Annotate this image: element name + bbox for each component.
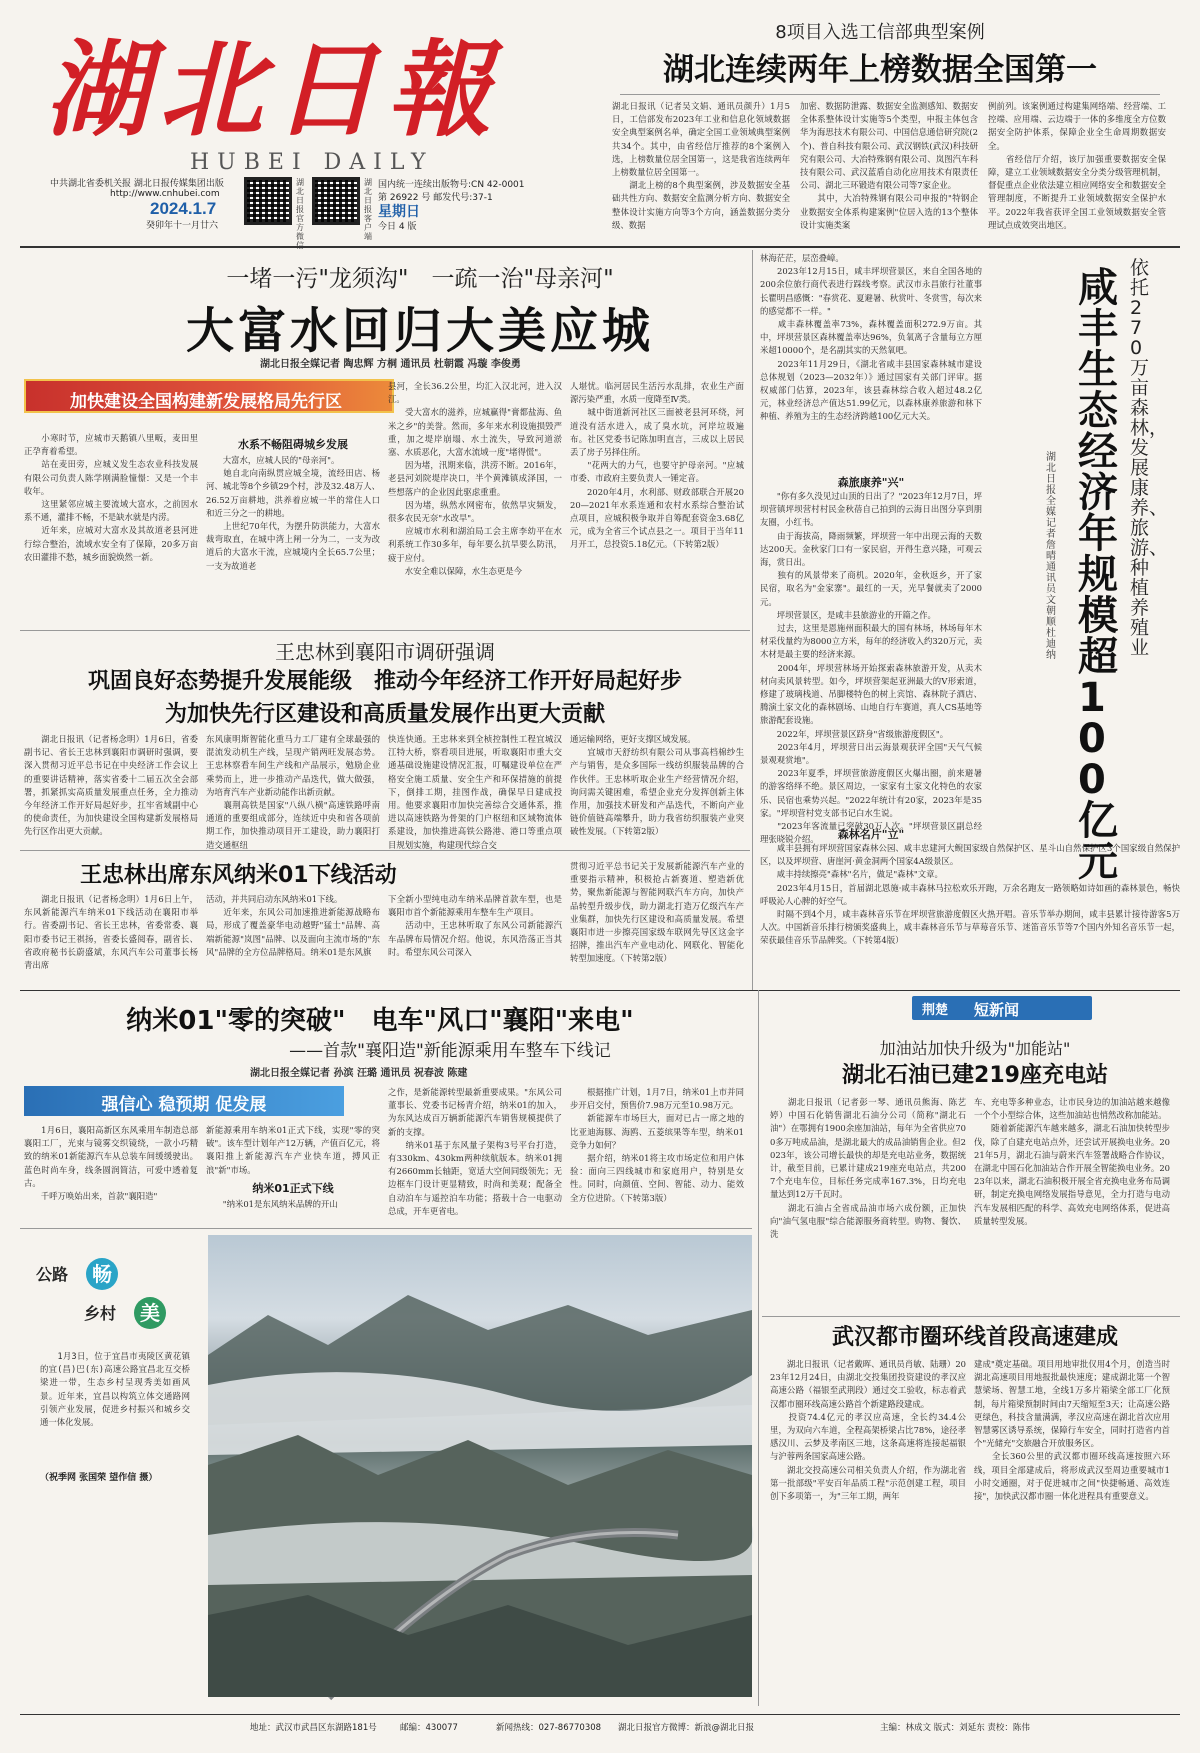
divider [20,630,750,631]
landscape-photo[interactable] [208,1235,752,1697]
divider [752,250,753,990]
divider [20,990,1180,991]
masthead-org: 中共湖北省委机关报 湖北日报传媒集团出版 [50,179,224,189]
lead-byline: 湖北日报全媒记者 陶忠辉 方桐 通讯员 杜朝霞 冯璇 李俊勇 [260,359,521,370]
nano-col4: 根据推广计划，1月7日，纳米01上市并同步开启交付，预售价7.98万元至10.98万元。 新能源车市场巨大，面对已占一席之地的比亚迪海豚、海鸥、五菱缤果等车型，纳米01竞争力如何？ 据介绍，纳米01将主攻市场定位和用户体验：面向三四线城市和家庭用户，特别是女性。同时，向颜值、空间、智能、动力、能效全方位进阶。（下转第3版） [570,1087,744,1203]
masthead-title: 湖北日報 [45,28,502,151]
ring-col2: 建成"奠定基础。项目用地审批仅用4个月，创造当时湖北高速项目用地报批最快速度；建成湖北第一个智慧梁场、智慧工地，全线1万多片箱梁全部工厂化预制，每片箱梁预制时间由7天缩短至3天；让高速公路更绿色，科技含量满满，孝汉应高速在湖北首次应用智慧雾区诱导系统，保障行车安全，同时打造省内首个"光储充"交旅融合开放服务区。 全长360公里的武汉都市圈环线高速按照六环线，项目全部建成后，将形成武汉至周边重要城市1小时交通圈，对于促进城市之间"快捷畅通、高效连接"，加快武汉都市圈一体化进程具有重要意义。 [974,1359,1170,1502]
qr-code-wechat[interactable] [244,177,292,225]
nano-col2b: "纳米01是东风纳米品牌的开山 [206,1199,338,1209]
lead-kicker: 一堵一污"龙须沟" 一疏一治"母亲河" [226,266,614,292]
lead-col2: 大富水，应城人民的"母亲河"。 她自北向南纵贯应城全境，流经田店、杨河、城北等8个乡镇29个村，涉及32.48万人、26.52万亩耕地，洪养着应城一半的常住人口和近三分之一的耕地。 上世纪70年代，为摆升防洪能力，大富水裁弯取直，在城中湾上闸一分为二，一支为改道后的大富水干流，应城境内全长65.7公里；一支为故道老 [206,455,380,571]
masthead-issue: 第 26922 号 邮发代号:37-1 [378,193,493,203]
wang2-headline[interactable]: 王忠林出席东风纳米01下线活动 [80,863,397,888]
wang1-col4: 通运输网络，更好支撑区域发展。 宜城市天舒纺织有限公司从事高档棉纱生产与销售，是众多国际一线纺织服装品牌的合作伙伴。王忠林听取企业生产经营情况介绍，询问需关键困难，希望企业充分发挥创新主体作用，加强技术研发和产品迭代，不断向产业链价值链高端攀升，助力我省纺织服装产业突破性发展。（下转第2版） [570,734,744,837]
short-col2: 车、充电等多种业态，让市民身边的加油站越来越像一个个小型综合体，这些加油站也悄然改称加能站。 随着新能源汽车越来越多，湖北石油加快转型步伐，除了自建充电站点外，还尝试开展换电业务。2021年5月，湖北石油与蔚来汽车签署战略合作协议，在湖北中国石化加油站合作开展全智能换电业务。2023年以来，湖北石油积极开展全省充换电业务布局调研，制定充换电网络发展指导意见，全力打造与电动汽车发展相匹配的科学、高效充电网络体系，促进高质量转型发展。 [974,1097,1170,1226]
masthead [40,30,640,200]
photo-tag-road-text: 公路 [36,1265,69,1284]
top-story-headline[interactable]: 湖北连续两年上榜数据全国第一 [663,52,1097,88]
photo-tag-road [36,1258,176,1288]
lead-col1: 小寒时节，应城市天鹅镇八里畈，麦田里正孕育着希望。 站在麦田旁，应城义发生态农业科技发展有限公司负责人陈学刚满脸憧憬：又是一个丰收年。 这里紧邻应城主要流域大富水，之前因水系不通，灌排不畅，不是缺水就是内涝。 近年来，应城对大富水及其故道老县河进行综合整治，流域水安全有了保障，20多万亩农田灌排不愁，城乡面貌焕然一新。 [24,433,198,562]
xianfeng-kicker: 依托270万亩森林，发展康养、旅游、种植养殖业 [1130,257,1169,659]
divider [758,990,759,1706]
top-story-col1: 湖北日报讯（记者吴文娟、通讯员颜升）1月5日，工信部发布2023年工业和信息化领域数据安全典型案例名单，确定全国工业领域典型案例共34个。其中，由省经信厅推荐的8个案例入选，上榜数量位居全国第一，这是我省连续两年上榜数量位居全国第一。 湖北上榜的8个典型案例，涉及数据安全基础共性方向、数据安全监测分析方向、数据安全整体设计实施方向等3个方向，涵盖数据分类分级、数据 [612,101,790,230]
photo-tag-village-text: 乡村 [84,1304,117,1323]
footer-editors: 主编：林成文 版式：刘延东 责校：陈伟 [880,1723,1030,1733]
masthead-pages: 今日 4 版 [378,222,417,232]
divider [20,1714,1180,1715]
footer-post: 邮编：430077 [400,1723,458,1733]
footer-tel: 新闻热线：027-86770308 [496,1723,602,1733]
qr-label-app: 湖北日报客户端 [364,178,372,241]
xianfeng-col-a2: "你有多久没见过山顶的日出了？"2023年12月7日，坪坝营镇坪坝营村村民金秋蓓自己拍到的云海日出图分享到朋友圈，小红书。 由于海拔高，降雨频繁，坪坝营一年中出现云海的天数达200天。金秋家门口有一家民宿，开得生意兴隆，可观云海，赏日出。 独有的风景带来了商机。2020年，金秋返乡，开了家民宿，取名为"金家寨"。最红的一天，光早餐就卖了2000元。 坪坝营景区，是咸丰县旅游业的开篇之作。 过去，这里是恩施州面积最大的国有林场，林场每年木材采伐量约为8000立方米，每年的经济收入约320万元，卖木材是最主要的经济来源。 2004年，坪坝营林场开始探索森林旅游开发，从卖木材向卖风景转型。如今，坪坝营架起亚洲最大的V形索道，修建了玻璃栈道、吊脚楼特色的树上宾馆、森林院子酒店、腾演土家文化的森林剧场、山地自行车赛道，真人CS基地等旅游配套设施。 2022年，坪坝营景区跻身"省级旅游度假区"。 2023年4月，坪坝营日出云海景观获评全国"天气气候景观观赏地"。 2023年夏季，坪坝营旅游度假区火爆出圈，前来避暑的游客络绎不绝。景区周边，一家家有土家文化特色的农家乐、民宿也乘势兴起。"2022年统计有20家，2023年是35家。"坪坝营村党支部书记白水生说。 "2023年客流量已突破30万人次。"坪坝营景区副总经理张晓锐介绍。 [760,491,982,845]
top-story-col2: 加密、数据防泄露、数据安全监测感知、数据安全体系整体设计实施等5个类型，申报主体包含华为海思技术有限公司、中国信息通信研究院(2个)、普自科技有限公司、武汉钢铁(武汉)科技研究有限公司、大冶特殊钢有限公司、岚图汽车科技有限公司、武汉蓝盾自动化应用技术有限责任公司、湖北三环锻造有限公司等7家企业。 其中，大冶特殊钢有限公司申报的"特钢企业数据安全体系构建案例"位居入选的13个整体设计实施类案 [800,101,978,230]
xianfeng-subhead-1: 森旅康养"兴" [837,476,905,489]
wang2-col4: 贯彻习近平总书记关于发展新能源汽车产业的重要指示精神，积极抢占新赛道、塑造新优势，聚焦新能源与智能网联汽车方向，加快产品转型升级步伐，助力湖北打造万亿级汽车产业集群，加快先行区建设和高质量发展。希望襄阳市进一步擦亮国家级车联网先导区这金字招牌，推出汽车产业电动化、网联化、智能化转型加速度。（下转第2版） [570,861,744,964]
wang2-col1: 湖北日报讯（记者杨念明）1月6日上午，东风新能源汽车纳米01下线活动在襄阳市举行。省委副书记、省长王忠林，省委常委、襄阳市委书记王祺扬，省委长盛阅春，副省长、省政府秘书长蔚盛斌，东风汽车公司董事长杨青出席 [24,894,198,971]
wang1-col2: 东风康明斯智能化重马力工厂建有全球最强的混流发动机生产线，呈现产销两旺发展态势。王忠林察看车间生产线和产品展示，勉励企业乘势而上，进一步推动产品迭代，做大做强，为培育汽车产业新动能作出新贡献。 襄荆高铁是国家"八纵八横"高速铁路呼南通道的重要组成部分，连续近中央和省各项前期工作，加快推动项目开工建设，助力襄阳打造交通枢纽 [206,734,380,850]
qr-code-app[interactable] [312,177,360,225]
nano-col3: 之作，是新能源转型最新重要成果。"东风公司董事长、党委书记杨青介绍，纳米01的加入，为东风达成百万辆新能源汽车销售规模提供了新的支撑。 纳米01基于东风量子架构3号平台打造，有330km、430km两种续航版本。纳米01拥有2660mm长轴距，宽适大空间同级领先；无边框车门设计更显精致，时尚和美观；配备全自动泊车与遥控泊车功能；搭载十合一电驱动总成，开车更省电。 [388,1087,562,1216]
masthead-cn: 国内统一连续出版物号:CN 42-0001 [378,180,525,190]
wang1-col1: 湖北日报讯（记者杨念明）1月6日，省委副书记、省长王忠林到襄阳市调研时强调，要深入贯彻习近平总书记在中央经济工作会议上的重要讲话精神，落实省委十二届五次全会部署，抓紧抓实高质量发展重点任务，全力推动今年经济工作开好局起好步，扛牢省域副中心的使命责任，为加快建设全国构建新发展格局先行区作出更大贡献。 [24,734,198,837]
top-story-col3: 例前列。该案例通过构建集网络端、经营端、工控端、应用端、云边端于一体的多维度全方位数据安全防护体系，保障企业全生命周期数据安全。 省经信厅介绍，该厅加强重要数据安全保障，建立工业领域数据安全分类分级管理机制，督促重点企业依法建立相应网络安全和数据安全管理制度，不断提升工业领域数据安全保护水平。2022年我省获评全国工业领域数据安全管理试点成效突出地区。 [988,101,1166,230]
nano-banner: 强信心 稳预期 促发展 [24,1086,344,1116]
nano-subhead: 纳米01正式下线 [252,1182,334,1195]
wang2-col2: 活动，并共同启动东风纳米01下线。 近年来，东风公司加速推进新能源战略布局，形成了覆盖豪华电动越野"猛士"品牌、高端新能源"岚图"品牌、以及面向主流市场的"东风"品牌的全方位品牌格局。纳米01是东风旗 [206,894,380,957]
wang2-col3: 下全新小型纯电动车纳米品牌首款车型，也是襄阳市首个新能源乘用车整车生产项目。 活动中，王忠林听取了东风公司新能源汽车品牌布局情况介绍。他说，东风浩荡正当其时。希望东风公司深入 [388,894,562,957]
lead-headline[interactable]: 大富水回归大美应城 [185,303,654,359]
short-col1: 湖北日报讯（记者彭一琴、通讯员熊海、陈艺婷）中国石化销售湖北石油分公司（简称"湖北石油"）在鄂拥有1900余座加油站，每年为全省供应700多万吨成品油，是湖北最大的成品油销售企业。但2023年，该公司增长最快的却是充电站业务，数据统计，截至目前，已累计建成219座充电站点，共2007个充电车位，目标任务完成率167.3%，日均充电量达到12万千瓦时。 湖北石油占全省成品油市场六成份额，正加快向"油气氢电服"综合能源服务商转型。购物、餐饮、洗 [770,1097,966,1240]
short-headline[interactable]: 湖北石油已建219座充电站 [842,1063,1108,1088]
xianfeng-subhead-2: 森林名片"立" [837,828,905,841]
short-kicker: 加油站加快升级为"加能站" [879,1039,1071,1058]
masthead-weekday: 星期日 [378,204,420,220]
masthead-date: 2024.1.7 [150,199,217,218]
nano-byline: 湖北日报全媒记者 孙滨 汪璐 通讯员 祝春波 陈建 [250,1068,468,1079]
nano-subtitle: ——首款"襄阳造"新能源乘用车整车下线记 [289,1041,611,1061]
nano-col2: 新能源乘用车纳米01正式下线，实现"零的突破"。该车型计划年产12万辆，产值百亿元，将襄阳推上新能源汽车产业快车道，搏风正浪"新"市场。 [206,1125,380,1175]
top-story-kicker: 8项目入选工信部典型案例 [775,22,985,43]
divider [20,850,750,851]
xianfeng-byline: 湖北日报全媒记者 詹晴 通讯员 文朝顺 杜迪纳 [1046,452,1056,661]
wang1-col3: 快连快通。王忠林来到全桢控制性工程宜城汉江特大桥，察看项目进展，听取襄阳市重大交通基础设施建设情况汇报，叮嘱建设单位在严格安全施工质量、安全生产和环保措施的前提下，倒排工期，挂图作战，确保早日建成投用。他要求襄阳市加快完善综合交通体系，推进以高速铁路为骨架的门户枢纽和区域物流体系建设，加快推进高铁公路港、港口等重点项目规划实施，构建现代综合交 [388,734,562,850]
lead-subhead: 水系不畅阻碍城乡发展 [238,438,348,451]
xianfeng-col-a: 林海茫茫，层峦叠嶂。 2023年12月15日，咸丰坪坝营景区，来自全国各地的200余位旅行商代表进行踩线考察。武汉市永昌旅行社董事长瞿明昌感慨："春赏花、夏避暑、秋赏叶、冬赏雪，每次来的感觉都不一样。" 咸丰森林覆盖率73%，森林覆盖面积272.9万亩。其中，坪坝营景区森林覆盖率达96%，负氧离子含量每立方厘米超10000个，是名副其实的天然氧吧。 2023年11月29日，《湖北省咸丰县国家森林城市建设总体规划（2023—2032年）》通过国家有关部门评审。据权威部门估算，2023年，该县森林综合收入超过48.2亿元，林业经济总产值达51.99亿元，以森林康养旅游和林下种植、养殖为主的生态经济跨越100亿元大关。 [760,253,982,422]
nano-col1: 1月6日，襄阳高新区东风乘用车制造总部襄阳工厂，光束与镜雾交织镜绕，一款小巧精致的纳米01新能源汽车从总装车间缓缓驶出。蓝色时尚车身，线条圆润简洁，可爱中透着复古。 千呼万唤始出来，首款"襄阳造" [24,1125,198,1202]
divider [20,1228,752,1229]
photo-caption: 1月3日，位于宜昌市夷陵区黄花镇的宜(昌)巴(东)高速公路宜昌北互交桥梁进一带，生态乡村呈现秀美如画风景。近年来，宜昌以构筑立体交通路网引领产业发展，促进乡村振兴和城乡交通一体化发展。 [40,1351,190,1428]
masthead-lunar: 癸卯年十一月廿六 [146,221,219,231]
xianfeng-headline[interactable]: 咸丰生态经济年规模超100亿元 [1078,265,1118,885]
landscape-photo-art [208,1235,752,1697]
lead-banner: 加快建设全国构建新发展格局先行区 [24,379,394,413]
short-news-tag-1: 荆楚 [922,1003,949,1018]
wang1-headline-2[interactable]: 为加快先行区建设和高质量发展作出更大贡献 [164,702,605,727]
short-news-tag-2: 短新闻 [974,1001,1020,1019]
divider [20,246,1180,248]
masthead-url: http://www.cnhubei.com [110,189,220,199]
wang1-headline-1[interactable]: 巩固良好态势提升发展能级 推动今年经济工作开好局起好步 [87,669,682,694]
photo-tag-road-badge: 畅 [86,1258,118,1290]
photo-tag-village [84,1297,224,1327]
divider [620,94,1160,95]
masthead-pinyin: HUBEI DAILY [190,150,434,175]
nano-headline[interactable]: 纳米01"零的突破" 电车"风口"襄阳"来电" [126,1006,634,1036]
lead-col4: 人堪忧。临河居民生活污水乱排，农业生产面源污染严重，水质一度降至Ⅳ类。 城中街道新河社区三面被老县河环绕，河道没有活水进入，成了臭水坑，河岸垃圾遍布。社区党委书记陈加明直言，三成以上居民丢了房子另择住所。 "花两大的力气，也要守护母亲河。"应城市委、市政府主要负责人一锤定音。 2020年4月，水利部、财政部联合开展2020—2021年水系连通和农村水系综合整治试点项目，应城积极争取并自筹配套资金3.68亿元，成为全省三个试点县之一。项目于当年11月开工，总投资5.18亿元。（下转第2版） [570,381,744,550]
footer-weibo: 湖北日报官方微博：新浪@湖北日报 [618,1723,755,1733]
photo-tag-village-badge: 美 [134,1297,166,1329]
lead-col3: 县河，全长36.2公里，均汇入汉北河，进入汉江。 受大富水的滋养，应城赢得"膏都盐海、鱼米之乡"的美誉。然而，多年来水利设施损毁严重，加之堤岸崩塌、水土流失，导致河道淤塞、水质恶化，大富水流域一度"堵得慌"。 因为堵，汛期来临，洪涝不断。2016年，老县河刘院堤岸决口，半个黄滩镇成泽国，一些想落户的企业因此驱虑重重。 因为堵，纵然水网密布，依然旱灾频发，很多农民无奈"水改旱"。 应城市水利和湖泊局工会主席李幼平在水利系统工作30多年，每年要么抗旱要么防汛，疲于应付。 水安全难以保障，水生态更是今 [388,381,562,576]
ring-headline[interactable]: 武汉都市圈环线首段高速建成 [831,1325,1118,1350]
wang1-kicker: 王忠林到襄阳市调研强调 [275,640,495,664]
photo-credit: （祝季网 张国荣 望作信 摄） [40,1473,158,1483]
divider [762,1316,1180,1317]
footer-address: 地址：武汉市武昌区东湖路181号 [250,1723,377,1733]
xianfeng-col-a3: 咸丰县拥有坪坝营国家森林公园、咸丰忠建河大鲵国家级自然保护区、星斗山自然保护区3个国家级自然保护区，以及坪坝营、唐崖河·黄金洞两个国家4A级景区。 咸丰持续擦亮"森林"名片，做足"森林"文章。 2023年4月15日，首届湖北恩施·咸丰森林马拉松欢乐开跑，万余名跑友一路领略如诗如画的森林景色，畅快呼吸沁人心脾的好空气。 时隔不到4个月，咸丰森林音乐节在坪坝营旅游度假区火热开唱。音乐节举办期间，咸丰县累计接待游客5万人次。中国新音乐排行榜颁奖盛典上，咸丰森林音乐节与草莓音乐节、迷笛音乐节等7个国内外知名音乐节一起，荣获最佳音乐节品牌奖。（下转第4版） [760,843,1180,946]
qr-label-wechat: 湖北日报官方微 [296,178,304,241]
short-news-tag [912,996,1092,1020]
ring-col1: 湖北日报讯（记者戴晖、通讯员肖敏、陆珊）2023年12月24日，由湖北交投集团投资建设的孝汉应高速公路（福银至武荆段）通过交工验收，标志着武汉都市圈环线高速公路首个新建路段建成。 投资74.4亿元的孝汉应高速，全长约34.4公里，为双向六车道，全程高架桥梁占比78%，途径孝感汉川、云梦及孝南区三地，这条高速将连接起福银与沪蓉两条国家高速公路。 湖北交投高速公司相关负责人介绍，作为湖北省第一批部级"平安百年品质工程"示范创建工程，项目创下多项第一，为"三年工期，两年 [770,1359,966,1502]
